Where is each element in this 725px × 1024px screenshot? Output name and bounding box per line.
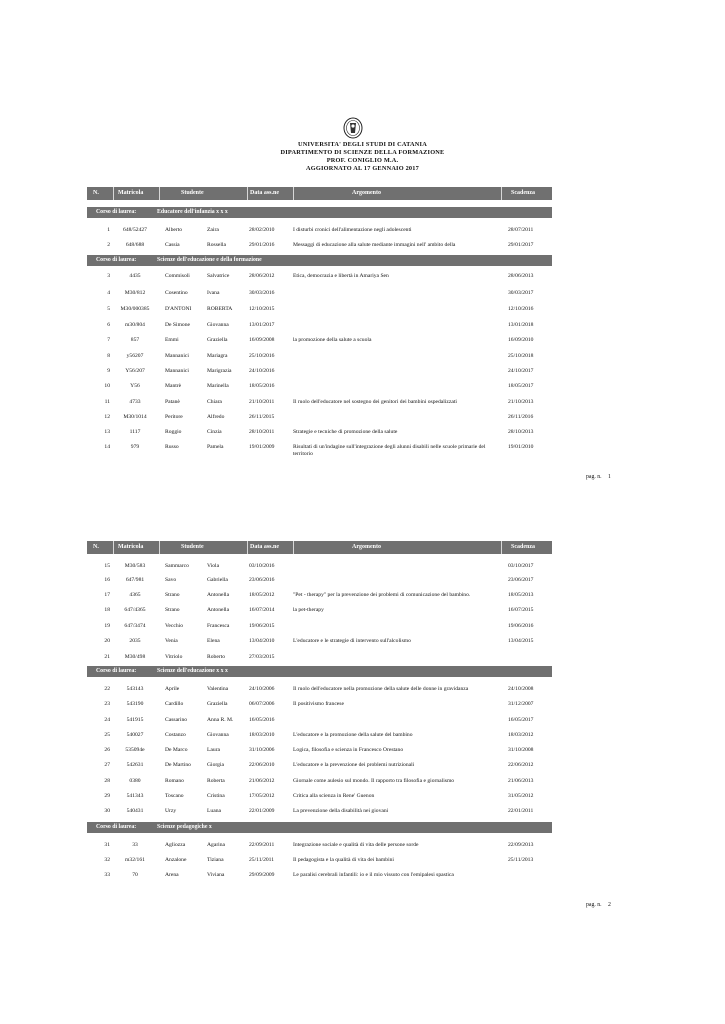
column-header-scadenza: Scadenza <box>511 190 535 196</box>
row-cognome: Toscano <box>165 793 184 799</box>
row-nome: Cristina <box>207 793 225 799</box>
row-data: 03/10/2016 <box>249 563 275 569</box>
row-matricola: 4365 <box>129 592 141 598</box>
table-row <box>87 638 552 650</box>
row-cognome: Sammarco <box>165 563 189 569</box>
table-row <box>87 227 552 239</box>
row-argomento: la promozione della salute a scuola <box>293 337 372 343</box>
table-row <box>87 337 552 349</box>
row-nome: Antonella <box>207 592 230 598</box>
row-data: 18/05/2012 <box>249 592 275 598</box>
row-number: 16 <box>104 577 110 583</box>
column-separator <box>159 541 160 554</box>
row-cognome: Patanè <box>165 399 180 405</box>
row-number: 31 <box>104 842 110 848</box>
row-argomento: L'educatore e la prevenzione dei problemi nutrizionali <box>293 762 415 768</box>
row-data: 27/03/2015 <box>249 654 275 660</box>
row-matricola: M30/000385 <box>120 306 150 312</box>
column-separator <box>113 187 114 200</box>
course-section-bar <box>87 255 552 266</box>
row-matricola: 543143 <box>126 686 144 692</box>
row-data: 23/06/2016 <box>249 577 275 583</box>
row-number: 21 <box>104 654 110 660</box>
row-nome: Agarina <box>207 842 226 848</box>
row-number: 9 <box>107 368 110 374</box>
table-row <box>87 399 552 411</box>
row-matricola: m30/804 <box>125 322 145 328</box>
row-number: 5 <box>107 306 110 312</box>
row-nome: Chiara <box>207 399 222 405</box>
university-name: UNIVERSITA' DEGLI STUDI DI CATANIA <box>298 141 427 148</box>
row-number: 27 <box>104 762 110 768</box>
row-nome: Luana <box>207 808 221 814</box>
row-data: 24/10/2006 <box>249 686 275 692</box>
row-argomento: Integrazione sociale e qualità di vita delle persone sorde <box>293 842 419 848</box>
row-matricola: 4435 <box>129 273 141 279</box>
row-data: 18/05/2016 <box>249 383 275 389</box>
row-scadenza: 28/10/2013 <box>508 429 534 435</box>
row-nome: Elena <box>207 638 220 644</box>
row-nome: Viviana <box>207 872 225 878</box>
row-nome: Rossella <box>207 242 226 248</box>
row-scadenza: 26/11/2016 <box>508 414 534 420</box>
row-matricola: M30/1014 <box>123 414 147 420</box>
row-argomento: Giornale come aulesio sul mondo. Il rapporto tra filosofia e giornalismo <box>293 778 455 784</box>
row-data: 28/06/2012 <box>249 273 275 279</box>
row-scadenza: 25/10/2018 <box>508 353 534 359</box>
row-scadenza: 30/03/2017 <box>508 290 534 296</box>
column-separator <box>293 541 294 554</box>
row-scadenza: 28/06/2013 <box>508 273 534 279</box>
row-scadenza: 21/10/2013 <box>508 399 534 405</box>
row-matricola: M30/498 <box>124 654 146 660</box>
column-separator <box>159 187 160 200</box>
row-number: 11 <box>104 399 110 405</box>
row-number: 2 <box>107 242 110 248</box>
row-number: 7 <box>107 337 110 343</box>
row-matricola: 4733 <box>129 399 141 405</box>
row-nome: Valentina <box>207 686 229 692</box>
row-data: 26/11/2015 <box>249 414 275 420</box>
row-nome: Gabriella <box>207 577 228 583</box>
row-cognome: Anzalone <box>165 857 187 863</box>
row-nome: Antonella <box>207 607 230 613</box>
row-matricola: 33 <box>132 842 138 848</box>
row-number: 29 <box>104 793 110 799</box>
row-scadenza: 16/07/2015 <box>508 607 534 613</box>
row-data: 18/03/2010 <box>249 732 275 738</box>
course-name: Scienze dell'educazione x x x <box>157 668 228 674</box>
row-number: 1 <box>107 227 110 233</box>
row-scadenza: 19/06/2016 <box>508 623 534 629</box>
row-matricola: 543190 <box>126 701 144 707</box>
table-row <box>87 793 552 805</box>
row-cognome: Cassia <box>165 242 180 248</box>
row-matricola: 647/981 <box>125 577 145 583</box>
row-number: 15 <box>104 563 110 569</box>
table-row <box>87 686 552 698</box>
row-matricola: 70 <box>132 872 138 878</box>
row-matricola: 1117 <box>129 429 141 435</box>
column-header-argomento: Argomento <box>352 190 381 196</box>
department-name: DIPARTIMENTO DI SCIENZE DELLA FORMAZIONE <box>280 149 445 156</box>
row-matricola: 542631 <box>126 762 144 768</box>
row-number: 14 <box>104 444 110 450</box>
table-row <box>87 322 552 334</box>
column-header-studente: Studente <box>181 190 204 196</box>
row-scadenza: 21/06/2013 <box>508 778 534 784</box>
row-cognome: Cassarino <box>165 717 188 723</box>
page-number: 1 <box>608 474 611 480</box>
column-separator <box>501 187 502 200</box>
table-row <box>87 778 552 790</box>
row-matricola: 979 <box>130 444 140 450</box>
table-row <box>87 273 552 285</box>
row-data: 22/09/2011 <box>249 842 275 848</box>
row-nome: Laura <box>207 747 221 753</box>
row-data: 25/11/2011 <box>249 857 275 863</box>
column-header-scadenza: Scadenza <box>511 544 535 550</box>
row-number: 24 <box>104 717 110 723</box>
row-argomento: la pet-therapy <box>293 607 324 613</box>
row-data: 22/06/2010 <box>249 762 275 768</box>
row-number: 26 <box>104 747 110 753</box>
row-scadenza: 12/10/2016 <box>508 306 534 312</box>
row-cognome: Alberto <box>165 227 183 233</box>
row-argomento: Il ruolo dell'educatore nel sostegno dei genitori dei bambini ospedalizzati <box>293 399 457 405</box>
row-nome: Mariagra <box>207 353 228 359</box>
row-matricola: 540027 <box>126 732 144 738</box>
table-row <box>87 872 552 884</box>
row-cognome: Mannanici <box>165 353 189 359</box>
row-scadenza: 24/10/2017 <box>508 368 534 374</box>
column-header-n: N. <box>93 544 99 550</box>
row-argomento: Etica, democrazia e libertà in Amariya Sen <box>293 273 389 279</box>
row-nome: Tiziana <box>207 857 224 863</box>
row-nome: Marigrazia <box>207 368 232 374</box>
row-data: 25/10/2016 <box>249 353 275 359</box>
row-number: 12 <box>104 414 110 420</box>
row-data: 19/06/2015 <box>249 623 275 629</box>
row-nome: Giovanna <box>207 732 229 738</box>
column-separator <box>247 541 248 554</box>
table-row <box>87 654 552 666</box>
row-number: 3 <box>107 273 110 279</box>
table-row <box>87 353 552 365</box>
row-data: 19/01/2009 <box>249 444 275 450</box>
row-nome: Pamela <box>207 444 224 450</box>
row-scadenza: 18/05/2017 <box>508 383 534 389</box>
row-data: 28/10/2011 <box>249 429 275 435</box>
table-row <box>87 762 552 774</box>
row-number: 30 <box>104 808 110 814</box>
row-matricola: y56207 <box>126 353 144 359</box>
row-data: 16/05/2016 <box>249 717 275 723</box>
course-section-bar <box>87 666 552 677</box>
row-cognome: Arena <box>165 872 179 878</box>
row-nome: Giovanna <box>207 322 229 328</box>
table-row <box>87 592 552 604</box>
row-scadenza: 13/01/2018 <box>508 322 534 328</box>
row-argomento: Il ruolo dell'educatore nella promozione della salute delle donne in gravidanza <box>293 686 469 692</box>
course-label: Corso di laurea: <box>96 257 137 263</box>
row-scadenza: 28/07/2011 <box>508 227 534 233</box>
table-row <box>87 857 552 869</box>
table-row <box>87 368 552 380</box>
row-nome: Anna R. M. <box>207 717 234 723</box>
row-cognome: Cardillo <box>165 701 184 707</box>
row-data: 22/01/2009 <box>249 808 275 814</box>
row-argomento: L'educatore e la promozione della salute del bambino <box>293 732 413 738</box>
course-label: Corso di laurea: <box>96 824 137 830</box>
row-cognome: Roggio <box>165 429 182 435</box>
course-name: Scienze dell'educazione e della formazione <box>157 257 262 263</box>
row-cognome: Mantrè <box>165 383 182 389</box>
table-row <box>87 383 552 395</box>
row-matricola: 648/52427 <box>123 227 147 233</box>
row-cognome: Emmi <box>165 337 179 343</box>
row-cognome: Peritore <box>165 414 183 420</box>
row-data: 16/09/2008 <box>249 337 275 343</box>
row-nome: ROBERTA <box>207 306 233 312</box>
row-scadenza: 16/05/2017 <box>508 717 534 723</box>
row-number: 19 <box>104 623 110 629</box>
row-scadenza: 19/01/2010 <box>508 444 534 450</box>
row-data: 31/10/2006 <box>249 747 275 753</box>
row-number: 4 <box>107 290 110 296</box>
row-cognome: Vecchio <box>165 623 184 629</box>
table-row <box>87 607 552 619</box>
row-nome: Graziella <box>207 337 228 343</box>
row-data: 29/09/2009 <box>249 872 275 878</box>
row-argomento: Strategie e tecniche di promozione della salute <box>293 429 398 435</box>
row-argomento: Le paralisi cerebrali infantili: io e il mio vissuto con l'emipalesi spastica <box>293 872 454 878</box>
row-data: 21/06/2012 <box>249 778 275 784</box>
row-nome: Viola <box>207 563 220 569</box>
row-nome: Marinella <box>207 383 229 389</box>
row-cognome: Cosentino <box>165 290 188 296</box>
updated-date: AGGIORNATO AL 17 GENNAIO 2017 <box>306 165 419 172</box>
table-row <box>87 842 552 854</box>
row-matricola: 648/688 <box>125 242 145 248</box>
row-argomento: Risultati di un'indagine sull'integrazione degli alunni disabili nelle scuole primarie del territorio <box>293 444 486 457</box>
row-nome: Ivana <box>207 290 220 296</box>
row-nome: Cinzia <box>207 429 222 435</box>
row-number: 18 <box>104 607 110 613</box>
row-nome: Zaira <box>207 227 219 233</box>
column-separator <box>247 187 248 200</box>
row-cognome: Vitriolo <box>165 654 183 660</box>
row-nome: Roberta <box>207 778 225 784</box>
column-separator <box>113 541 114 554</box>
row-data: 13/04/2010 <box>249 638 275 644</box>
row-cognome: De Martino <box>165 762 191 768</box>
row-number: 22 <box>104 686 110 692</box>
row-argomento: L'educatore e le strategie di intervento sull'alcolismo <box>293 638 411 644</box>
row-matricola: 647/4365 <box>124 607 146 613</box>
table-row <box>87 242 552 254</box>
row-number: 20 <box>104 638 110 644</box>
row-number: 17 <box>104 592 110 598</box>
row-matricola: Y56 <box>130 383 140 389</box>
row-scadenza: 03/10/2017 <box>508 563 534 569</box>
row-number: 13 <box>104 429 110 435</box>
row-matricola: 541915 <box>126 717 144 723</box>
table-row <box>87 306 552 318</box>
row-matricola: M30/583 <box>124 563 146 569</box>
row-matricola: 535094e <box>125 747 145 753</box>
table-row <box>87 577 552 589</box>
row-nome: Alfredo <box>207 414 225 420</box>
row-data: 29/01/2016 <box>249 242 275 248</box>
university-seal-logo <box>343 117 363 139</box>
course-section-bar <box>87 822 552 833</box>
column-header-matricola: Matricola <box>118 190 144 196</box>
row-cognome: Agliozza <box>165 842 186 848</box>
row-cognome: Venia <box>165 638 178 644</box>
row-scadenza: 18/03/2012 <box>508 732 534 738</box>
table-row <box>87 290 552 302</box>
table-row <box>87 563 552 575</box>
row-matricola: 0380 <box>129 778 141 784</box>
row-number: 28 <box>104 778 110 784</box>
table-row <box>87 717 552 729</box>
row-scadenza: 16/09/2010 <box>508 337 534 343</box>
row-scadenza: 31/12/2007 <box>508 701 534 707</box>
row-argomento: Critica alla scienza in Rene' Guenon <box>293 793 375 799</box>
professor-name: PROF. CONIGLIO M.A. <box>326 157 399 164</box>
row-cognome: Commisoli <box>165 273 190 279</box>
row-argomento: Messaggi di educazione alla salute mediante immagini nell' ambito della <box>293 242 456 248</box>
row-cognome: Romano <box>165 778 184 784</box>
row-number: 23 <box>104 701 110 707</box>
row-cognome: D'ANTONI <box>165 306 192 312</box>
row-cognome: Mannanici <box>165 368 189 374</box>
row-argomento: La prevenzione della disabilità nei giovani <box>293 808 389 814</box>
row-cognome: De Simone <box>165 322 191 328</box>
row-cognome: Strano <box>165 592 180 598</box>
row-cognome: Costanzo <box>165 732 186 738</box>
row-scadenza: 31/05/2012 <box>508 793 534 799</box>
row-nome: Salvatrice <box>207 273 230 279</box>
row-matricola: 541343 <box>126 793 144 799</box>
row-argomento: Logica, filosofia e scienza in Francesco Orestano <box>293 747 404 753</box>
row-matricola: 540431 <box>126 808 144 814</box>
column-header-matricola: Matricola <box>118 544 144 550</box>
row-number: 6 <box>107 322 110 328</box>
row-cognome: Strano <box>165 607 180 613</box>
row-scadenza: 24/10/2008 <box>508 686 534 692</box>
row-data: 30/03/2016 <box>249 290 275 296</box>
table-row <box>87 808 552 820</box>
row-number: 32 <box>104 857 110 863</box>
row-cognome: De Marco <box>165 747 188 753</box>
row-matricola: M30/812 <box>124 290 146 296</box>
column-separator <box>293 187 294 200</box>
row-scadenza: 22/01/2011 <box>508 808 534 814</box>
row-number: 10 <box>104 383 110 389</box>
page-label: pag. n. <box>586 474 602 480</box>
row-cognome: Urzy <box>165 808 177 814</box>
row-number: 33 <box>104 872 110 878</box>
row-scadenza: 13/04/2015 <box>508 638 534 644</box>
course-label: Corso di laurea: <box>96 209 137 215</box>
row-data: 21/10/2011 <box>249 399 275 405</box>
row-scadenza: 23/06/2017 <box>508 577 534 583</box>
row-cognome: Aprile <box>165 686 180 692</box>
row-data: 13/01/2017 <box>249 322 275 328</box>
row-argomento: "Pet - therapy" per la prevenzione dei problemi di comunicazione del bambino. <box>293 592 471 598</box>
table-row <box>87 623 552 635</box>
row-nome: Graziella <box>207 701 228 707</box>
row-scadenza: 18/05/2013 <box>508 592 534 598</box>
page-label: pag. n. <box>586 902 602 908</box>
table-row <box>87 444 552 456</box>
row-matricola: 647/3474 <box>124 623 146 629</box>
table-row <box>87 701 552 713</box>
row-data: 17/05/2012 <box>249 793 275 799</box>
row-argomento: Il positivismo francese <box>293 701 344 707</box>
row-data: 12/10/2015 <box>249 306 275 312</box>
row-number: 8 <box>107 353 110 359</box>
column-header-studente: Studente <box>181 544 204 550</box>
row-scadenza: 22/09/2013 <box>508 842 534 848</box>
course-name: Educatore dell'infanzia x x x <box>157 209 228 215</box>
row-scadenza: 25/11/2013 <box>508 857 534 863</box>
row-cognome: Savo <box>165 577 177 583</box>
row-data: 24/10/2016 <box>249 368 275 374</box>
row-argomento: I disturbi cronici dell'alimentazione negli adolescenti <box>293 227 412 233</box>
page-number: 2 <box>608 902 611 908</box>
row-data: 28/02/2010 <box>249 227 275 233</box>
row-scadenza: 29/01/2017 <box>508 242 534 248</box>
row-argomento: Il pedagogista e la qualità di vita dei bambini <box>293 857 394 863</box>
column-header-argomento: Argomento <box>352 544 381 550</box>
row-matricola: 2035 <box>129 638 141 644</box>
row-nome: Roberto <box>207 654 226 660</box>
table-row <box>87 414 552 426</box>
column-header-data: Data ass.ne <box>250 190 280 196</box>
column-header-data: Data ass.ne <box>250 544 280 550</box>
row-data: 06/07/2006 <box>249 701 275 707</box>
row-matricola: m32/161 <box>125 857 145 863</box>
row-scadenza: 22/06/2012 <box>508 762 534 768</box>
course-label: Corso di laurea: <box>96 668 137 674</box>
row-matricola: 857 <box>130 337 140 343</box>
row-nome: Giorgia <box>207 762 224 768</box>
course-name: Scienze pedagogiche x <box>157 824 212 830</box>
row-data: 16/07/2014 <box>249 607 275 613</box>
row-number: 25 <box>104 732 110 738</box>
table-row <box>87 747 552 759</box>
table-row <box>87 429 552 441</box>
table-header <box>87 187 552 200</box>
table-header <box>87 541 552 554</box>
row-matricola: Y56/207 <box>125 368 145 374</box>
course-section-bar <box>87 207 552 218</box>
table-row <box>87 732 552 744</box>
column-header-n: N. <box>93 190 99 196</box>
column-separator <box>501 541 502 554</box>
row-cognome: Russo <box>165 444 179 450</box>
row-scadenza: 31/10/2008 <box>508 747 534 753</box>
row-nome: Francesca <box>207 623 230 629</box>
